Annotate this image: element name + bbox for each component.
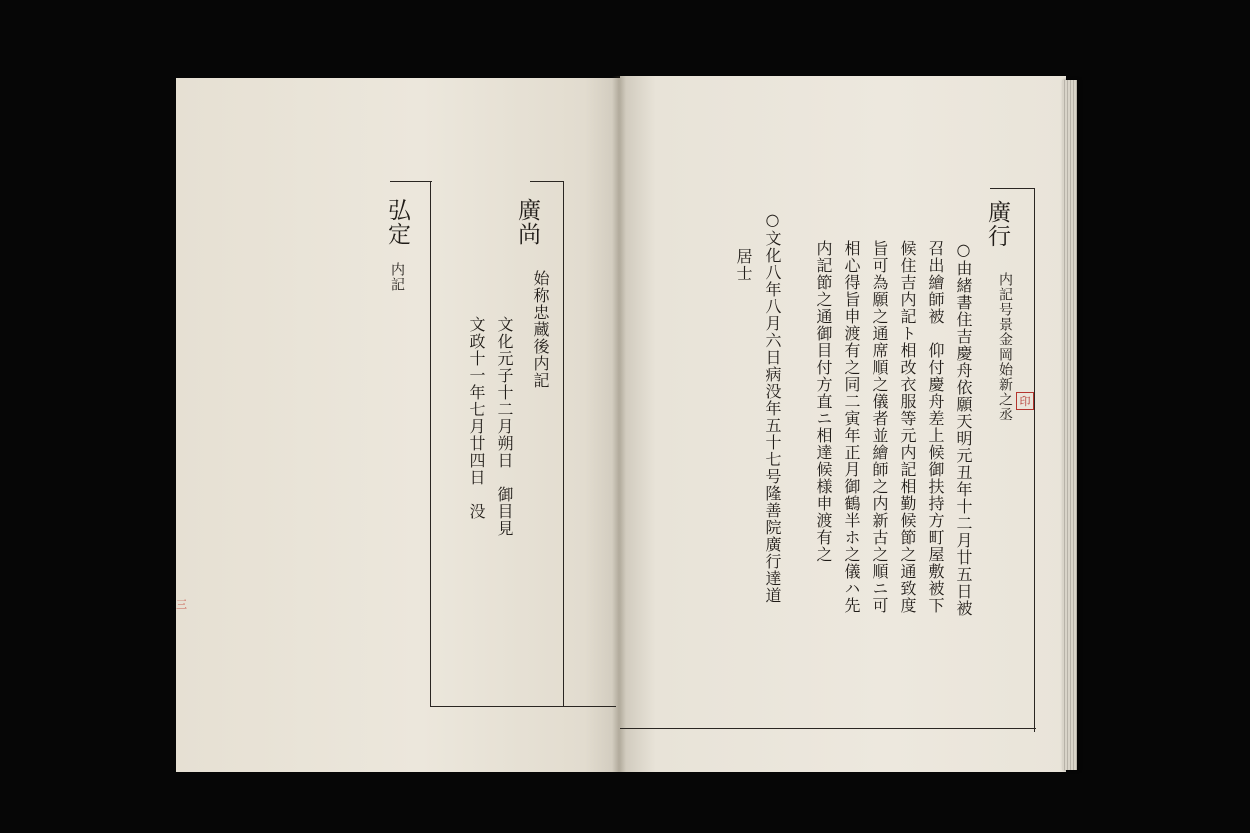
entry-hiroyuki-line-1: 内記号景金岡始新之丞 xyxy=(997,272,1013,422)
frame-bottom-right xyxy=(620,728,1036,729)
frame-line-mid xyxy=(563,181,564,707)
entry-note-hiroshige: 内記 xyxy=(389,262,405,292)
left-page xyxy=(176,78,620,772)
frame-bottom-left xyxy=(430,706,616,707)
frame-line-left xyxy=(430,181,431,707)
entry-hiroyuki-line-7: 内記節之通御目付方直ニ相達候様申渡有之 xyxy=(814,240,833,563)
show-through-right xyxy=(660,220,684,700)
entry-hirohisa-line-2: 文化元子十二月朔日 御目見 xyxy=(495,316,514,537)
entry-hirohisa-line-1: 始称忠蔵後内記 xyxy=(531,270,550,389)
frame-top-hirohisa xyxy=(530,181,564,182)
entry-hiroyuki-line-4: 候住吉内記ト相改衣服等元内記相勤候節之通致度 xyxy=(898,240,917,614)
entry-hiroyuki-line-6: 相心得旨申渡有之同二寅年正月御鶴半ホ之儀ハ先 xyxy=(842,240,861,614)
red-seal: 印 xyxy=(1016,392,1034,410)
book-gutter xyxy=(612,76,626,772)
page-edges xyxy=(1062,80,1077,770)
show-through-left xyxy=(200,200,224,640)
entry-name-hiroyuki: 廣行 xyxy=(984,200,1010,248)
entry-hiroyuki-line-5: 旨可為願之通席順之儀者並繪師之内新古之順ニ可 xyxy=(870,240,889,614)
frame-top-hiroshige xyxy=(390,181,432,182)
entry-name-hiroshige: 弘定 xyxy=(384,198,410,246)
entry-hiroyuki-line-2: ○由緒書住吉慶舟依願天明元丑年十二月廿五日被 xyxy=(954,240,973,617)
entry-hirohisa-line-3: 文政十一年七月廿四日 没 xyxy=(467,316,486,520)
entry-hiroyuki-line-3: 召出繪師被 仰付慶舟差上候御扶持方町屋敷被下 xyxy=(926,240,945,614)
entry-hiroyuki-line-8: ○文化八年八月六日病没年五十七号隆善院廣行達道 xyxy=(763,210,782,604)
entry-name-hirohisa: 廣尚 xyxy=(514,198,540,246)
margin-mark: 三 xyxy=(176,598,187,611)
entry-hiroyuki-line-9: 居士 xyxy=(734,248,753,282)
frame-line-right xyxy=(1034,188,1035,732)
frame-top-hiroyuki xyxy=(990,188,1035,189)
